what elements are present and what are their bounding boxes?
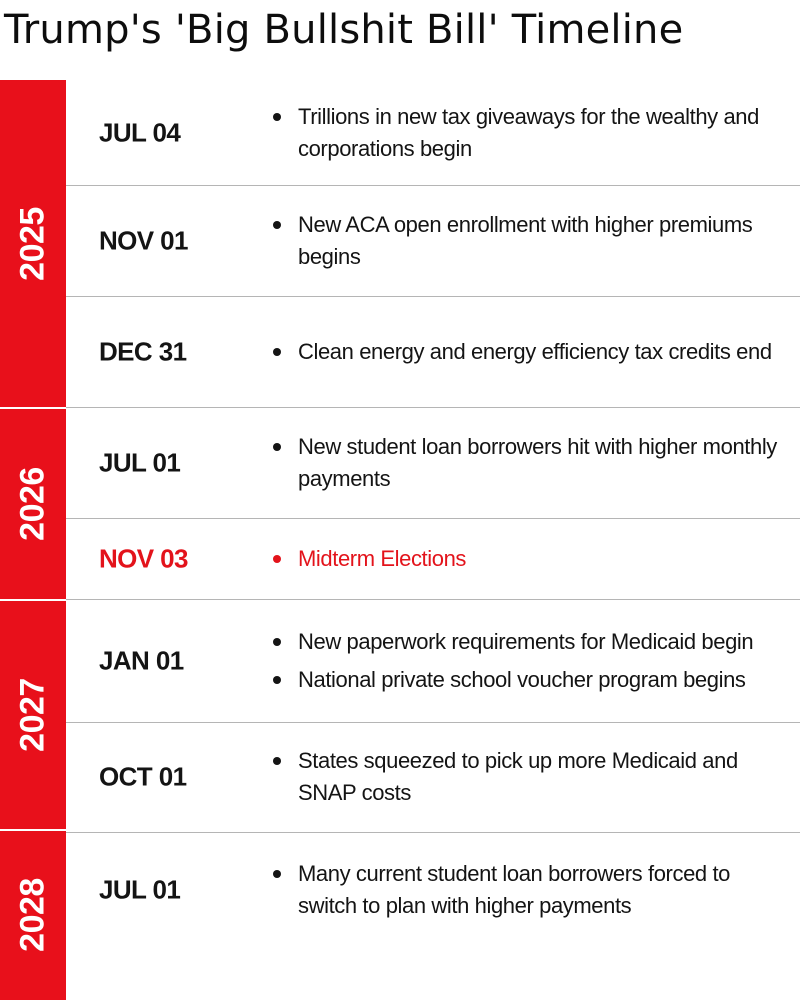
year-block-2025 bbox=[0, 80, 66, 408]
bullet-dot bbox=[273, 757, 281, 765]
event-bullets bbox=[273, 543, 793, 575]
event-bullet bbox=[273, 209, 793, 273]
event-bullets bbox=[273, 209, 793, 273]
event-text: New student loan borrowers hit with higher monthly payments bbox=[298, 433, 777, 491]
event-text: Midterm Elections bbox=[298, 545, 467, 571]
bullet-dot bbox=[273, 638, 281, 646]
event-date: JAN 01 bbox=[99, 645, 184, 675]
year-label: 2025 bbox=[13, 207, 52, 281]
bullet-dot bbox=[273, 113, 281, 121]
year-block-2027 bbox=[0, 600, 66, 830]
timeline-row bbox=[66, 185, 800, 296]
year-divider bbox=[0, 599, 66, 601]
bullet-dot bbox=[273, 555, 281, 563]
event-bullet bbox=[273, 336, 793, 368]
event-bullet bbox=[273, 543, 793, 575]
event-text: New paperwork requirements for Medicaid begin bbox=[298, 628, 754, 654]
event-text: National private school voucher program begins bbox=[298, 666, 746, 692]
timeline-row bbox=[66, 832, 800, 948]
event-date: JUL 01 bbox=[99, 874, 181, 905]
event-text: States squeezed to pick up more Medicaid and SNAP costs bbox=[298, 748, 738, 805]
timeline-row bbox=[66, 407, 800, 518]
year-label: 2028 bbox=[13, 878, 52, 952]
year-divider bbox=[0, 829, 66, 831]
event-date: JUL 01 bbox=[99, 447, 181, 477]
bullet-dot bbox=[273, 676, 281, 684]
event-bullet bbox=[273, 626, 793, 658]
year-block-2028 bbox=[0, 830, 66, 1000]
event-date: OCT 01 bbox=[99, 761, 187, 792]
event-bullets bbox=[273, 626, 793, 696]
timeline-row bbox=[66, 599, 800, 722]
event-date: JUL 04 bbox=[99, 117, 181, 147]
year-label: 2027 bbox=[13, 678, 52, 752]
bullet-dot bbox=[273, 221, 281, 229]
bullet-dot bbox=[273, 443, 281, 451]
event-bullets bbox=[273, 745, 793, 809]
timeline-row bbox=[66, 80, 800, 185]
bullet-dot bbox=[273, 348, 281, 356]
year-label: 2026 bbox=[13, 467, 52, 541]
timeline-row bbox=[66, 722, 800, 832]
event-date: NOV 03 bbox=[99, 543, 188, 573]
event-date: DEC 31 bbox=[99, 336, 187, 366]
event-text: Many current student loan borrowers forced to switch to plan with higher payments bbox=[298, 861, 731, 918]
event-bullets bbox=[273, 101, 793, 165]
event-text: New ACA open enrollment with higher premiums begins bbox=[298, 211, 753, 269]
bullet-dot bbox=[273, 870, 281, 878]
timeline-row bbox=[66, 296, 800, 407]
event-date: NOV 01 bbox=[99, 225, 188, 255]
event-bullet bbox=[273, 664, 793, 696]
timeline bbox=[0, 80, 800, 1000]
event-bullets bbox=[273, 336, 793, 368]
event-bullet bbox=[273, 431, 793, 495]
event-bullet bbox=[273, 101, 793, 165]
event-text: Trillions in new tax giveaways for the wealthy and corporations begin bbox=[298, 103, 759, 161]
event-bullets bbox=[273, 431, 793, 495]
year-block-2026 bbox=[0, 408, 66, 600]
event-bullet bbox=[273, 745, 793, 809]
page-title: Trump's 'Big Bullshit Bill' Timeline bbox=[4, 7, 684, 53]
year-divider bbox=[0, 407, 66, 409]
event-text: Clean energy and energy efficiency tax credits end bbox=[298, 338, 772, 364]
event-bullet bbox=[273, 858, 793, 922]
event-bullets bbox=[273, 858, 793, 922]
timeline-row-highlight bbox=[66, 518, 800, 599]
